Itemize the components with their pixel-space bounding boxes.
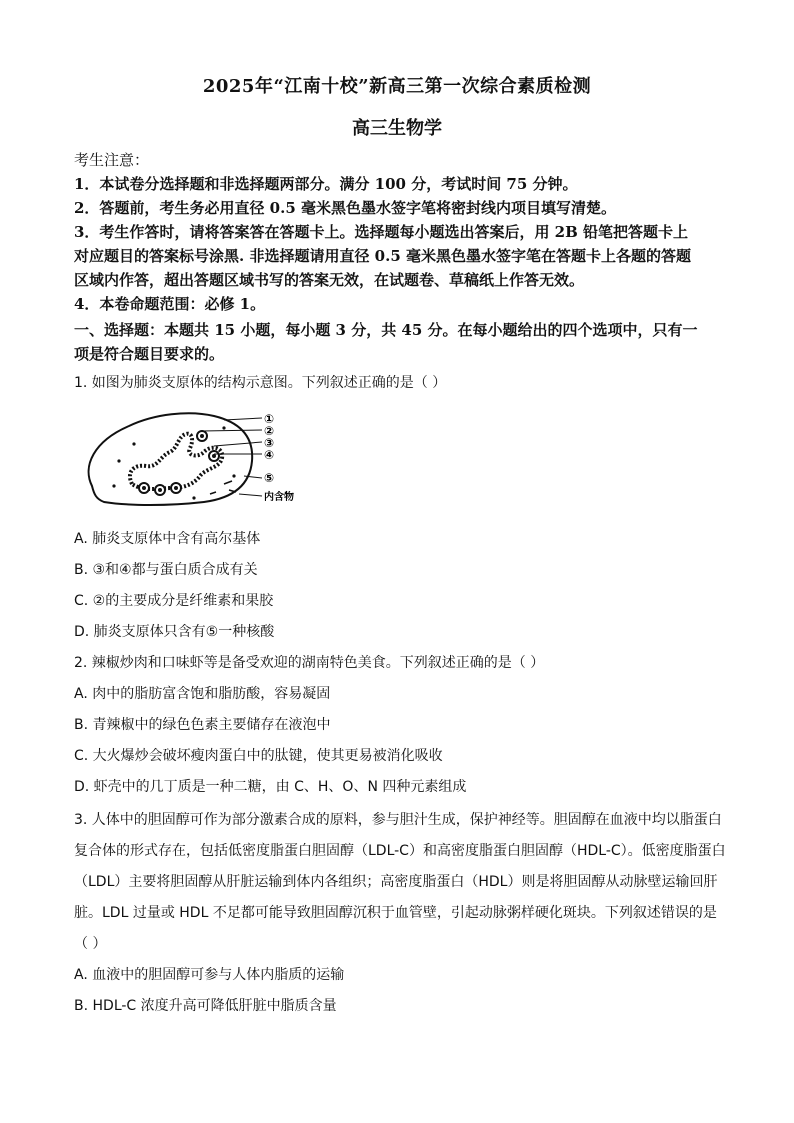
figure-label: ④ <box>264 448 275 462</box>
notice-heading: 考生注意： <box>74 151 150 169</box>
q3-stem-line: 3. 人体中的胆固醇可作为部分激素合成的原料，参与胆汁生成，保护神经等。胆固醇在血液中均以脂蛋白 <box>74 812 722 828</box>
notice-item: 3．考生作答时，请将答案答在答题卡上。选择题每小题选出答案后，用 2B 铅笔把答题卡上 <box>74 223 689 241</box>
q2-option-b: B. 青辣椒中的绿色色素主要储存在液泡中 <box>74 717 331 733</box>
notice-item: 2．答题前，考生务必用直径 0.5 毫米黑色墨水签字笔将密封线内项目填写清楚。 <box>74 199 616 217</box>
section-heading: 一、选择题：本题共 15 小题，每小题 3 分，共 45 分。在每小题给出的四个选项中，只有一 <box>74 321 698 339</box>
q3-stem-line: 复合体的形式存在，包括低密度脂蛋白胆固醇（LDL-C）和高密度脂蛋白胆固醇（HDL-C）。低密度脂蛋白 <box>74 843 726 859</box>
figure-label: ① <box>264 412 275 426</box>
q2-option-a: A. 肉中的脂肪富含饱和脂肪酸，容易凝固 <box>74 686 331 702</box>
q1-option-c: C. ②的主要成分是纤维素和果胶 <box>74 593 274 609</box>
q2-stem: 2. 辣椒炒肉和口味虾等是备受欢迎的湖南特色美食。下列叙述正确的是（ ） <box>74 655 545 671</box>
mycoplasma-diagram <box>74 406 334 514</box>
q3-stem-line: 脏。LDL 过量或 HDL 不足都可能导致胆固醇沉积于血管壁，引起动脉粥样硬化斑块。下列叙述错误的是 <box>74 905 717 921</box>
q1-option-d: D. 肺炎支原体只含有⑤一种核酸 <box>74 624 275 640</box>
q3-stem-line: （ ） <box>74 936 107 952</box>
figure-label: ⑤ <box>264 471 275 485</box>
notice-item: 区域内作答，超出答题区域书写的答案无效，在试题卷、草稿纸上作答无效。 <box>74 271 585 289</box>
q3-option-a: A. 血液中的胆固醇可参与人体内脂质的运输 <box>74 967 345 983</box>
q1-option-a: A. 肺炎支原体中含有高尔基体 <box>74 531 261 547</box>
notice-item: 4．本卷命题范围：必修 1。 <box>74 295 266 313</box>
figure-label: ③ <box>264 436 275 450</box>
section-heading-cont: 项是符合题目要求的。 <box>74 345 225 363</box>
q3-stem-line: （LDL）主要将胆固醇从肝脏运输到体内各组织；高密度脂蛋白（HDL）则是将胆固醇从动脉壁运输回肝 <box>74 874 718 890</box>
q2-option-d: D. 虾壳中的几丁质是一种二糖，由 C、H、O、N 四种元素组成 <box>74 779 467 795</box>
figure-label: 内含物 <box>264 492 294 503</box>
exam-title: 2025年“江南十校”新高三第一次综合素质检测 <box>202 76 592 97</box>
q2-option-c: C. 大火爆炒会破坏瘦肉蛋白中的肽键，使其更易被消化吸收 <box>74 748 443 764</box>
q1-option-b: B. ③和④都与蛋白质合成有关 <box>74 562 258 578</box>
notice-item: 对应题目的答案标号涂黑. 非选择题请用直径 0.5 毫米黑色墨水签字笔在答题卡上各题的答题 <box>74 247 691 265</box>
q3-option-b: B. HDL-C 浓度升高可降低肝脏中脂质含量 <box>74 998 337 1014</box>
subject-title: 高三生物学 <box>352 118 442 139</box>
q1-stem: 1. 如图为肺炎支原体的结构示意图。下列叙述正确的是（ ） <box>74 375 447 391</box>
figure-label: ② <box>264 424 275 438</box>
notice-item: 1．本试卷分选择题和非选择题两部分。满分 100 分，考试时间 75 分钟。 <box>74 175 578 193</box>
